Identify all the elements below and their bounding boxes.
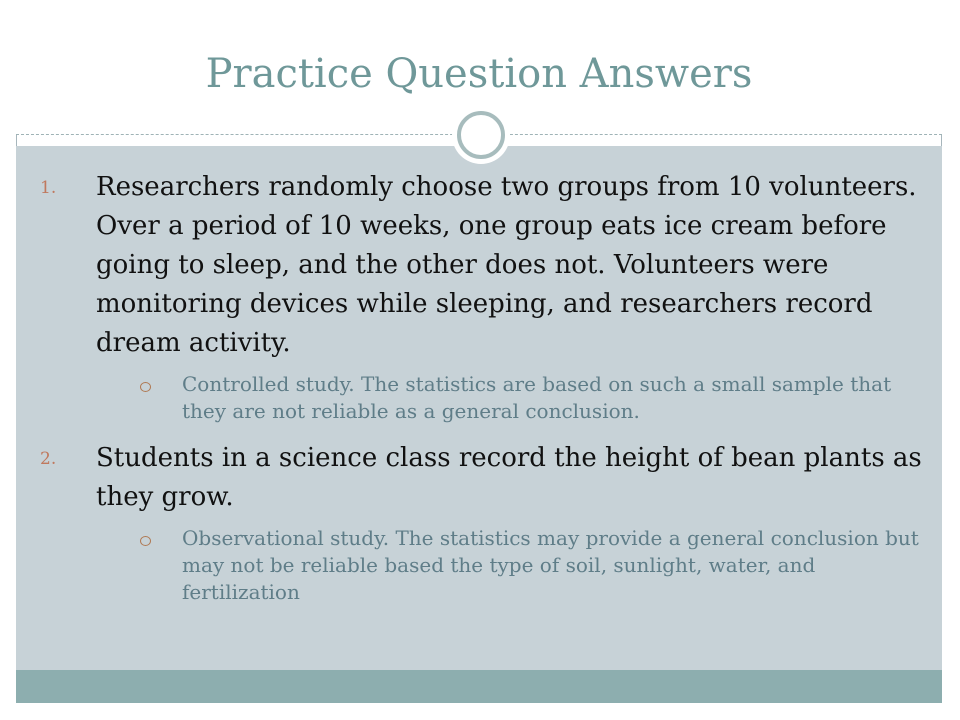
question-item	[40, 168, 925, 425]
ring-icon	[452, 106, 510, 164]
answer-text: Controlled study. The statistics are based on such a small sample that they are not reliable as a general conclusion.	[182, 372, 892, 423]
bottom-band	[16, 670, 942, 703]
answer-text: Observational study. The statistics may provide a general conclusion but may not be reliable based the type of soil, sunlight, water, and fertilization	[182, 526, 919, 604]
slide-title: Practice Question Answers	[205, 51, 753, 97]
question-list	[40, 168, 925, 606]
question-item	[40, 439, 925, 606]
question-text: Students in a science class record the height of bean plants as they grow.	[96, 443, 922, 512]
question-number: 1.	[40, 178, 57, 198]
question-text: Researchers randomly choose two groups from 10 volunteers. Over a period of 10 weeks, one group eats ice cream before going to sleep, and the other does not. Volunteers were monitoring devices while sleeping, and researchers record dream activity.	[96, 172, 917, 358]
question-number: 2.	[40, 449, 57, 469]
answer-item	[96, 525, 925, 606]
answer-item	[96, 371, 925, 425]
open-circle-bullet-icon	[140, 536, 151, 546]
open-circle-bullet-icon	[140, 382, 151, 392]
